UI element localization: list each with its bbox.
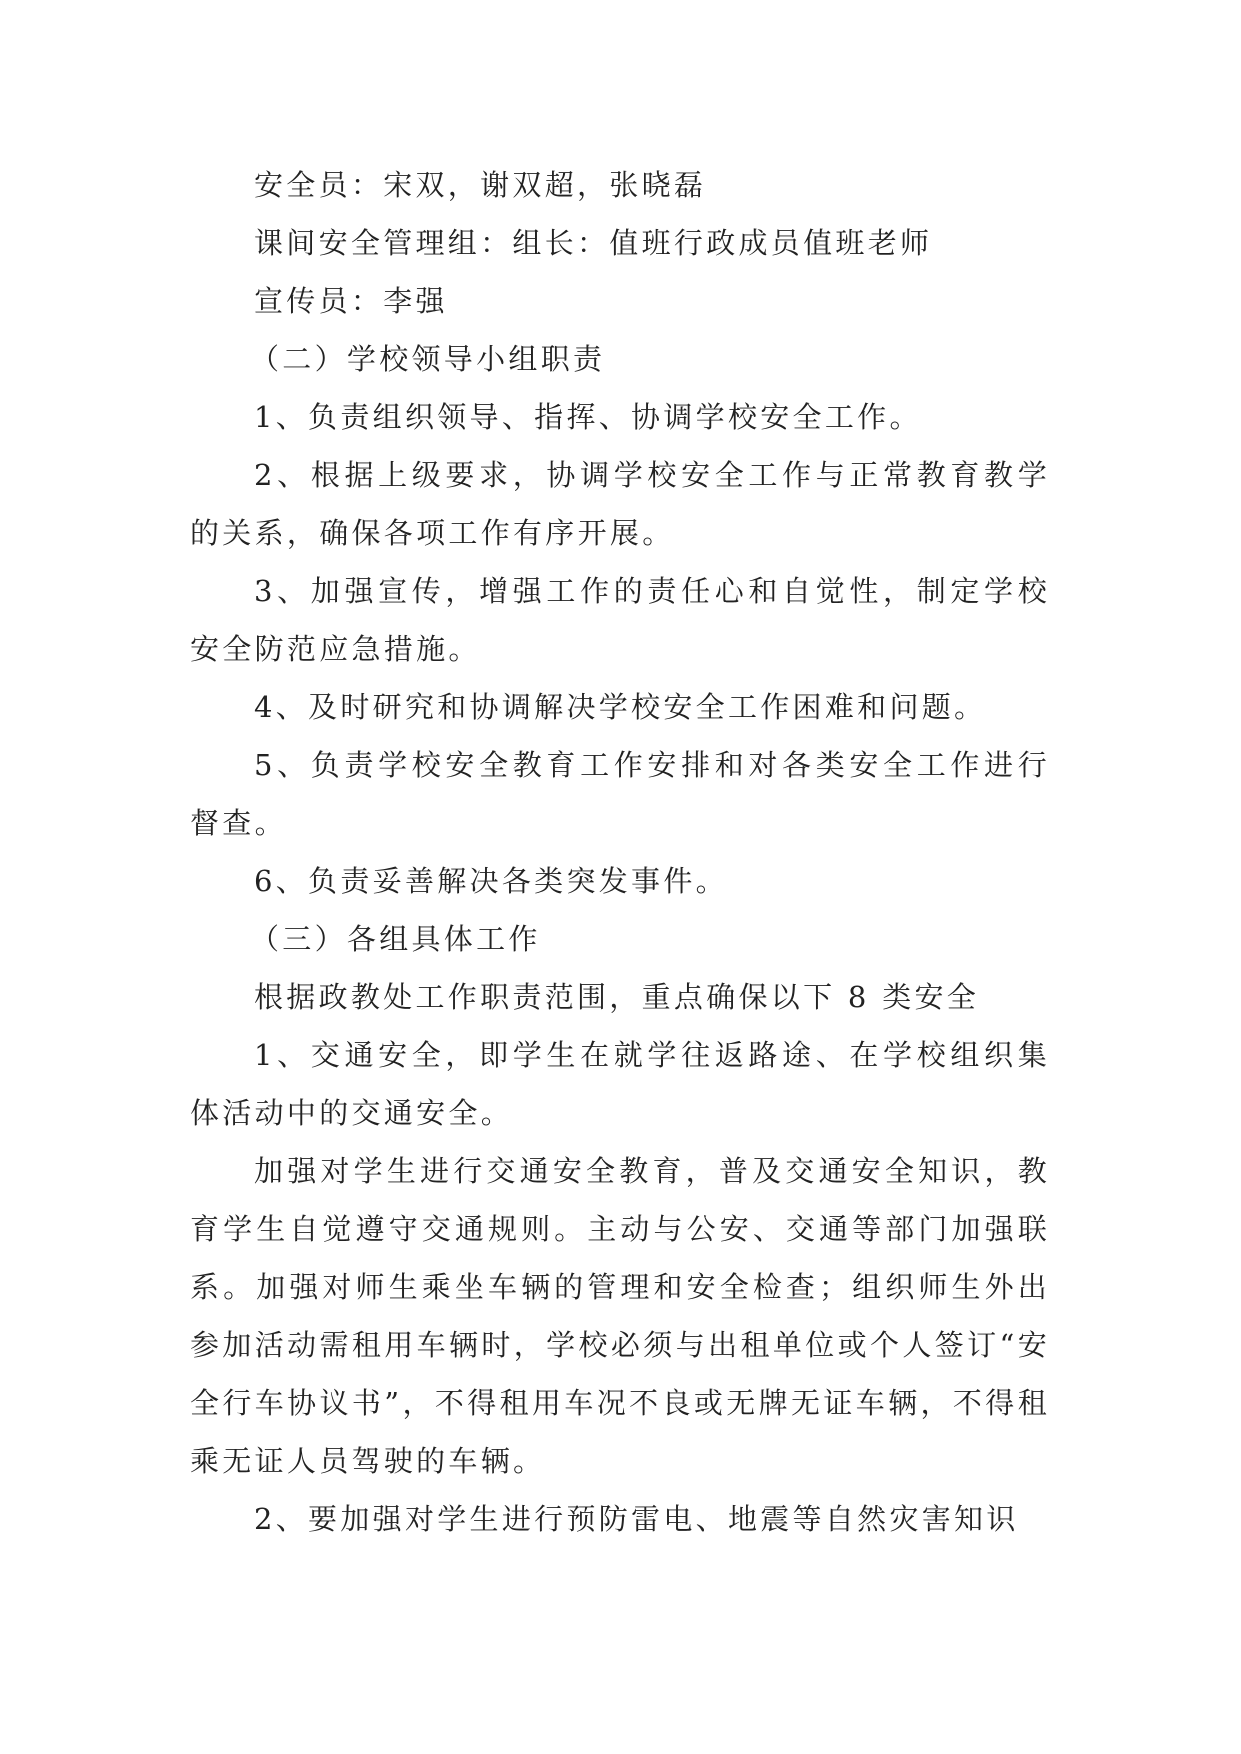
duty-item-1: 1、负责组织领导、指挥、协调学校安全工作。: [254, 400, 922, 434]
safety-officers-line: 安全员：宋双，谢双超，张晓磊: [254, 168, 707, 202]
duty-item-4: 4、及时研究和协调解决学校安全工作困难和问题。: [254, 690, 987, 724]
duty-item-2: 2、根据上级要求，协调学校安全工作与正常教育教学的关系，确保各项工作有序开展。: [190, 458, 1050, 550]
traffic-safety-item: 1、交通安全，即学生在就学往返路途、在学校组织集体活动中的交通安全。: [190, 1038, 1050, 1130]
section-heading-leadership-duties: （二）学校领导小组职责: [250, 342, 606, 376]
safety-categories-intro: 根据政教处工作职责范围，重点确保以下 8 类安全: [254, 980, 980, 1014]
duty-item-3: 3、加强宣传，增强工作的责任心和自觉性，制定学校安全防范应急措施。: [190, 574, 1050, 666]
duty-item-6: 6、负责妥善解决各类突发事件。: [254, 864, 728, 898]
traffic-safety-detail: 加强对学生进行交通安全教育，普及交通安全知识，教育学生自觉遵守交通规则。主动与公安、交通等部门加强联系。加强对师生乘坐车辆的管理和安全检查；组织师生外出参加活动需租用车辆时，学校必须与出租单位或个人签订“安全行车协议书”，不得租用车况不良或无牌无证车辆，不得租乘无证人员驾驶的车辆。: [190, 1154, 1050, 1478]
recess-safety-group-line: 课间安全管理组：组长：值班行政成员值班老师: [254, 226, 933, 260]
publicity-officer-line: 宣传员：李强: [254, 284, 448, 318]
document-body: [190, 156, 1050, 1548]
duty-item-5: 5、负责学校安全教育工作安排和对各类安全工作进行督查。: [190, 748, 1050, 840]
natural-disaster-item: 2、要加强对学生进行预防雷电、地震等自然灾害知识: [254, 1502, 1019, 1536]
section-heading-group-work: （三）各组具体工作: [250, 922, 541, 956]
